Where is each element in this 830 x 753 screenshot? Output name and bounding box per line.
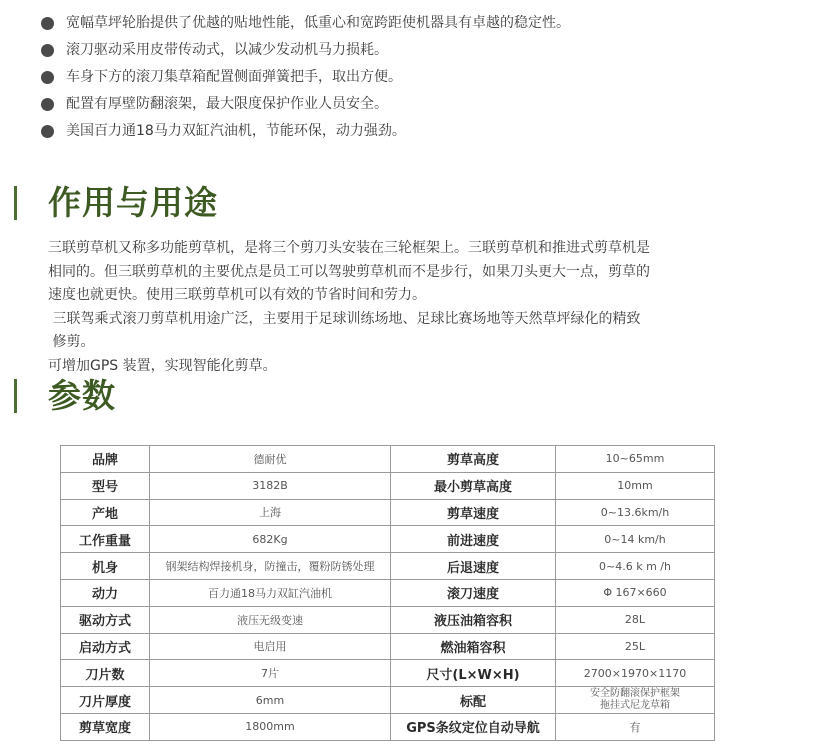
param-value: 1800mm xyxy=(150,713,391,740)
param-label: 剪草速度 xyxy=(391,499,556,526)
param-value: 25L xyxy=(556,633,715,660)
param-label: 剪草高度 xyxy=(391,446,556,473)
param-value: 液压无级变速 xyxy=(150,606,391,633)
param-value: 电启用 xyxy=(150,633,391,660)
standard-item: 拖挂式尼龙草箱 xyxy=(600,700,670,712)
table-row xyxy=(61,472,715,499)
param-label: 燃油箱容积 xyxy=(391,633,556,660)
feature-item xyxy=(40,10,800,37)
param-value: 6mm xyxy=(150,687,391,714)
table-row xyxy=(61,553,715,580)
param-label: 刀片厚度 xyxy=(61,687,150,714)
table-row xyxy=(61,606,715,633)
param-value: 10mm xyxy=(556,472,715,499)
feature-item xyxy=(40,91,800,118)
section-bar xyxy=(14,186,17,220)
usage-line: 可增加GPS 装置，实现智能化剪草。 xyxy=(48,357,277,374)
param-value: 百力通18马力双缸汽油机 xyxy=(150,579,391,606)
param-value: 钢架结构焊接机身，防撞击，覆粉防锈处理 xyxy=(150,553,391,580)
param-label: 产地 xyxy=(61,499,150,526)
bullet-dot-icon xyxy=(41,17,54,30)
bullet-dot-icon xyxy=(41,98,54,111)
bullet-dot-icon xyxy=(41,125,54,138)
param-label: 后退速度 xyxy=(391,553,556,580)
params-table xyxy=(60,445,715,741)
usage-line: 三联驾乘式滚刀剪草机用途广泛，主要用于足球训练场地、足球比赛场地等天然草坪绿化的精致 xyxy=(48,310,641,327)
table-row xyxy=(61,446,715,473)
param-label: 启动方式 xyxy=(61,633,150,660)
param-label: 前进速度 xyxy=(391,526,556,553)
param-label: 剪草宽度 xyxy=(61,713,150,740)
param-value: 0~14 km/h xyxy=(556,526,715,553)
param-value: Φ 167×660 xyxy=(556,579,715,606)
usage-line: 相同的。但三联剪草机的主要优点是员工可以驾驶剪草机而不是步行，如果刀头更大一点，剪草的 xyxy=(48,263,650,280)
usage-section-title: 作用与用途 xyxy=(48,183,218,222)
feature-text: 滚刀驱动采用皮带传动式，以减少发动机马力损耗。 xyxy=(66,42,388,58)
param-label: 标配 xyxy=(391,687,556,714)
param-value: 7片 xyxy=(150,660,391,687)
feature-text: 车身下方的滚刀集草箱配置侧面弹簧把手，取出方便。 xyxy=(66,69,402,85)
table-row xyxy=(61,633,715,660)
params-section-title: 参数 xyxy=(48,376,116,415)
param-label: 刀片数 xyxy=(61,660,150,687)
table-row xyxy=(61,660,715,687)
table-row xyxy=(61,526,715,553)
param-value: 10~65mm xyxy=(556,446,715,473)
param-label: 品牌 xyxy=(61,446,150,473)
table-row xyxy=(61,579,715,606)
param-label: 液压油箱容积 xyxy=(391,606,556,633)
param-label: 工作重量 xyxy=(61,526,150,553)
feature-text: 美国百力通18马力双缸汽油机，节能环保，动力强劲。 xyxy=(66,123,406,139)
feature-text: 宽幅草坪轮胎提供了优越的贴地性能，低重心和宽跨距使机器具有卓越的稳定性。 xyxy=(66,15,570,31)
section-bar xyxy=(14,379,17,413)
param-value: 0~13.6km/h xyxy=(556,499,715,526)
bullet-dot-icon xyxy=(41,71,54,84)
param-label: 最小剪草高度 xyxy=(391,472,556,499)
usage-paragraph xyxy=(48,237,748,378)
feature-item xyxy=(40,37,800,64)
param-label: 滚刀速度 xyxy=(391,579,556,606)
feature-item xyxy=(40,64,800,91)
param-value: 上海 xyxy=(150,499,391,526)
param-value: 2700×1970×1170 xyxy=(556,660,715,687)
feature-item xyxy=(40,118,800,145)
param-value: 德耐优 xyxy=(150,446,391,473)
param-value: 3182B xyxy=(150,472,391,499)
param-label: 驱动方式 xyxy=(61,606,150,633)
usage-line: 速度也就更快。使用三联剪草机可以有效的节省时间和劳力。 xyxy=(48,287,426,303)
feature-list xyxy=(40,10,800,145)
usage-line: 三联剪草机又称多功能剪草机，是将三个剪刀头安装在三轮框架上。三联剪草机和推进式剪草机是 xyxy=(48,240,650,256)
usage-line: 修剪。 xyxy=(48,334,95,350)
param-value-standard xyxy=(556,687,715,714)
param-value: 28L xyxy=(556,606,715,633)
param-label: 型号 xyxy=(61,472,150,499)
param-value: 有 xyxy=(556,713,715,740)
feature-text: 配置有厚壁防翻滚架，最大限度保护作业人员安全。 xyxy=(66,96,388,112)
table-row xyxy=(61,499,715,526)
param-label: 机身 xyxy=(61,553,150,580)
standard-item: 安全防翻滚保护框架 xyxy=(590,688,680,700)
param-label: 尺寸(L×W×H) xyxy=(391,660,556,687)
param-label: 动力 xyxy=(61,579,150,606)
bullet-dot-icon xyxy=(41,44,54,57)
table-row xyxy=(61,713,715,740)
table-row xyxy=(61,687,715,714)
param-value: 682Kg xyxy=(150,526,391,553)
param-label: GPS条纹定位自动导航 xyxy=(391,713,556,740)
param-value: 0~4.6 k m /h xyxy=(556,553,715,580)
